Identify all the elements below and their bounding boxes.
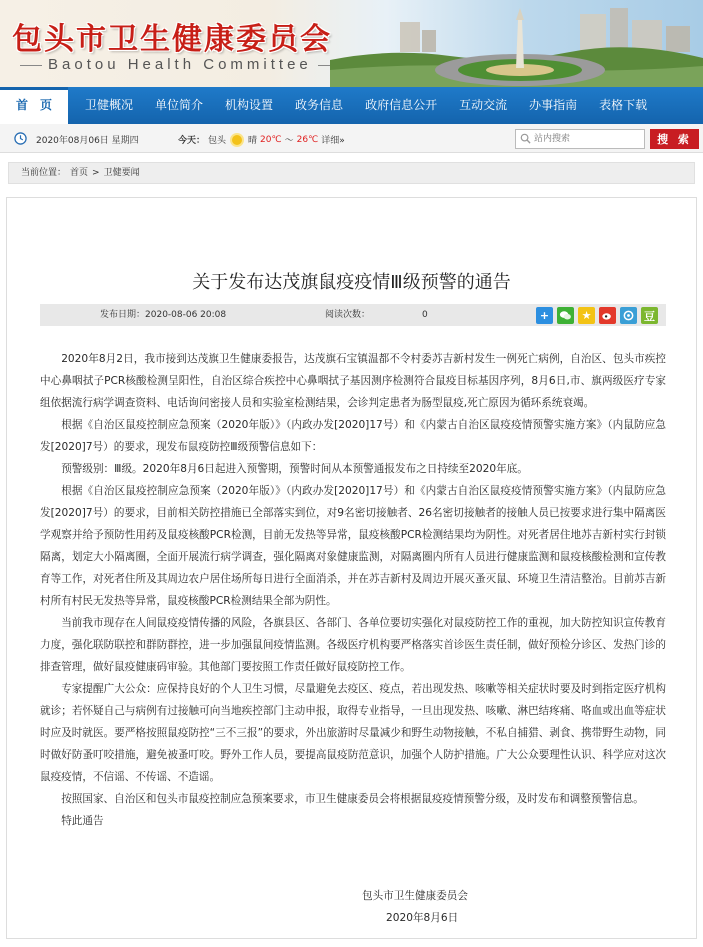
breadcrumb-separator: > — [92, 168, 100, 178]
nav-info-disclosure[interactable]: 政府信息公开 — [365, 98, 438, 112]
temp-separator: ～ — [284, 136, 294, 146]
weibo-icon[interactable] — [599, 307, 616, 324]
weather-widget — [178, 133, 345, 146]
qzone-star-icon[interactable]: ★ — [578, 307, 595, 324]
publish-date-label: 发布日期： — [100, 310, 146, 320]
search-input[interactable] — [515, 129, 645, 149]
search-button[interactable]: 搜 索 — [650, 129, 699, 149]
weather-city: 包头 — [208, 136, 227, 146]
share-buttons — [536, 307, 658, 324]
breadcrumb — [8, 162, 695, 184]
nav-overview[interactable]: 卫健概况 — [85, 98, 134, 112]
nav-service-guide[interactable]: 办事指南 — [529, 98, 578, 112]
paragraph: 当前我市现存在人间鼠疫疫情传播的风险，各旗县区、各部门、各单位要切实强化对鼠疫防控工作的重视，加大防控知识宣传教育力度，强化联防联控和群防群控，进一步加强鼠间疫情监测。各级医疗机构要严格落实首诊医生责任制，做好预检分诊区、发热门诊的排查管理，做好鼠疫健康码审验。其他部门要按照工作责任做好鼠疫防控工作。 — [40, 617, 666, 673]
sun-icon — [232, 135, 242, 145]
signature-org: 包头市卫生健康委员会 — [362, 890, 468, 902]
nav-organization[interactable]: 机构设置 — [225, 98, 274, 112]
temp-low: 20℃ — [260, 134, 282, 145]
tencent-weibo-icon[interactable] — [620, 307, 637, 324]
weather-condition: 晴 — [248, 136, 258, 146]
breadcrumb-home[interactable]: 首页 — [70, 168, 89, 178]
views-label: 阅读次数： — [325, 310, 371, 320]
main-nav — [0, 87, 703, 124]
paragraph: 根据《自治区鼠疫控制应急预案（2020年版）》（内政办发[2020]17号）和《内蒙古自治区鼠疫疫情预警实施方案》（内鼠防应急发[2020]7号）的要求，现发布鼠疫防控Ⅲ级预警信息如下： — [40, 419, 666, 453]
signature-date: 2020年8月6日 — [386, 912, 459, 924]
article-title: 关于发布达茂旗鼠疫疫情Ⅲ级预警的通告 — [192, 272, 511, 293]
breadcrumb-section[interactable]: 卫健要闻 — [103, 168, 140, 178]
views-count: 0 — [422, 310, 428, 320]
site-title[interactable]: 包头市卫生健康委员会 — [12, 22, 332, 57]
weather-label: 今天： — [178, 136, 206, 146]
temp-high: 26℃ — [296, 134, 319, 145]
paragraph: 根据《自治区鼠疫控制应急预案（2020年版）》（内政办发[2020]17号）和《内蒙古自治区鼠疫疫情预警实施方案》（内鼠防应急发[2020]7号）的要求，目前相关防控措施已全部落实到位，对9名密切接触者、26名密切接触者的接触人员已按要求进行集中隔离医学观察并给予预防性用药及鼠疫核酸PCR检测，目前无发热等异常，鼠疫核酸PCR检测结果均为阴性。对死者居住地苏吉新村实行封锁隔离，划定大小隔离圈，全面开展流行病学调查，强化隔离对象健康监测，对隔离圈内所有人员进行健康监测和鼠疫核酸检测和宣传教育等工作，对死者住所及其周边农户居住场所每日进行全面消杀，并在苏吉新村及周边开展灭蚤灭鼠、环境卫生清洁整治。目前苏吉新村所有村民无发热等异常，鼠疫核酸PCR检测结果全部为阴性。 — [40, 485, 666, 607]
nav-government-info[interactable]: 政务信息 — [295, 98, 344, 112]
publish-date: 2020-08-06 20:08 — [145, 310, 227, 320]
paragraph-closing: 特此通告 — [61, 815, 104, 827]
weather-details-link[interactable]: 详细» — [321, 136, 345, 146]
paragraph: 专家提醒广大公众：应保持良好的个人卫生习惯，尽量避免去疫区、疫点，若出现发热、咳嗽等相关症状时要及时到指定医疗机构就诊；若怀疑自己与病例有过接触可向当地疾控部门主动申报，取得专业指导，一旦出现发热、咳嗽、淋巴结疼痛、咯血或出血等症状时应及时就医。要严格按照鼠疫防控“三不三报”的要求，外出旅游时尽量减少和野生动物接触，不私自捕猎、剥食、携带野生动物，同时做好防蚤叮咬措施，避免被蚤叮咬。野外工作人员，要提高鼠疫防范意识，加强个人防护措施。广大公众要理性认识、科学应对这次鼠疫疫情，不信谣、不传谣、不造谣。 — [40, 683, 666, 783]
site-title-en: Baotou Health Committee — [14, 56, 346, 73]
wechat-icon[interactable] — [557, 307, 574, 324]
info-bar — [0, 124, 703, 153]
clock-icon — [14, 132, 27, 145]
current-date: 2020年08月06日 星期四 — [36, 136, 139, 146]
share-plus-icon[interactable]: + — [536, 307, 553, 324]
site-header-banner — [0, 0, 703, 87]
paragraph: 按照国家、自治区和包头市鼠疫控制应急预案要求，市卫生健康委员会将根据鼠疫疫情预警分级，及时发布和调整预警信息。 — [61, 793, 644, 805]
paragraph: 2020年8月2日，我市接到达茂旗卫生健康委报告，达茂旗石宝镇温都不令村委苏吉新村发生一例死亡病例，自治区、包头市疾控中心鼻咽拭子PCR核酸检测呈阳性，自治区综合疾控中心鼻咽拭子基因测序检测符合鼠疫目标基因序列，8月6日,市、旗两级医疗专家组依据流行病学调查资料、电话询问密接人员和实验室检测结果，会诊判定患者为肠型鼠疫,死亡原因为循环系统衰竭。 — [40, 353, 666, 409]
search-icon — [520, 133, 531, 144]
nav-interaction[interactable]: 互动交流 — [459, 98, 508, 112]
city-square-photo — [330, 0, 703, 87]
nav-unit-intro[interactable]: 单位简介 — [155, 98, 204, 112]
nav-downloads[interactable]: 表格下载 — [599, 98, 648, 112]
nav-home[interactable]: 首 页 — [0, 87, 68, 124]
article-body — [40, 348, 666, 832]
breadcrumb-prefix: 当前位置： — [21, 168, 67, 178]
paragraph: 预警级别：Ⅲ级。2020年8月6日起进入预警期，预警时间从本预警通报发布之日持续至2020年底。 — [61, 463, 528, 475]
douban-icon[interactable]: 豆 — [641, 307, 658, 324]
